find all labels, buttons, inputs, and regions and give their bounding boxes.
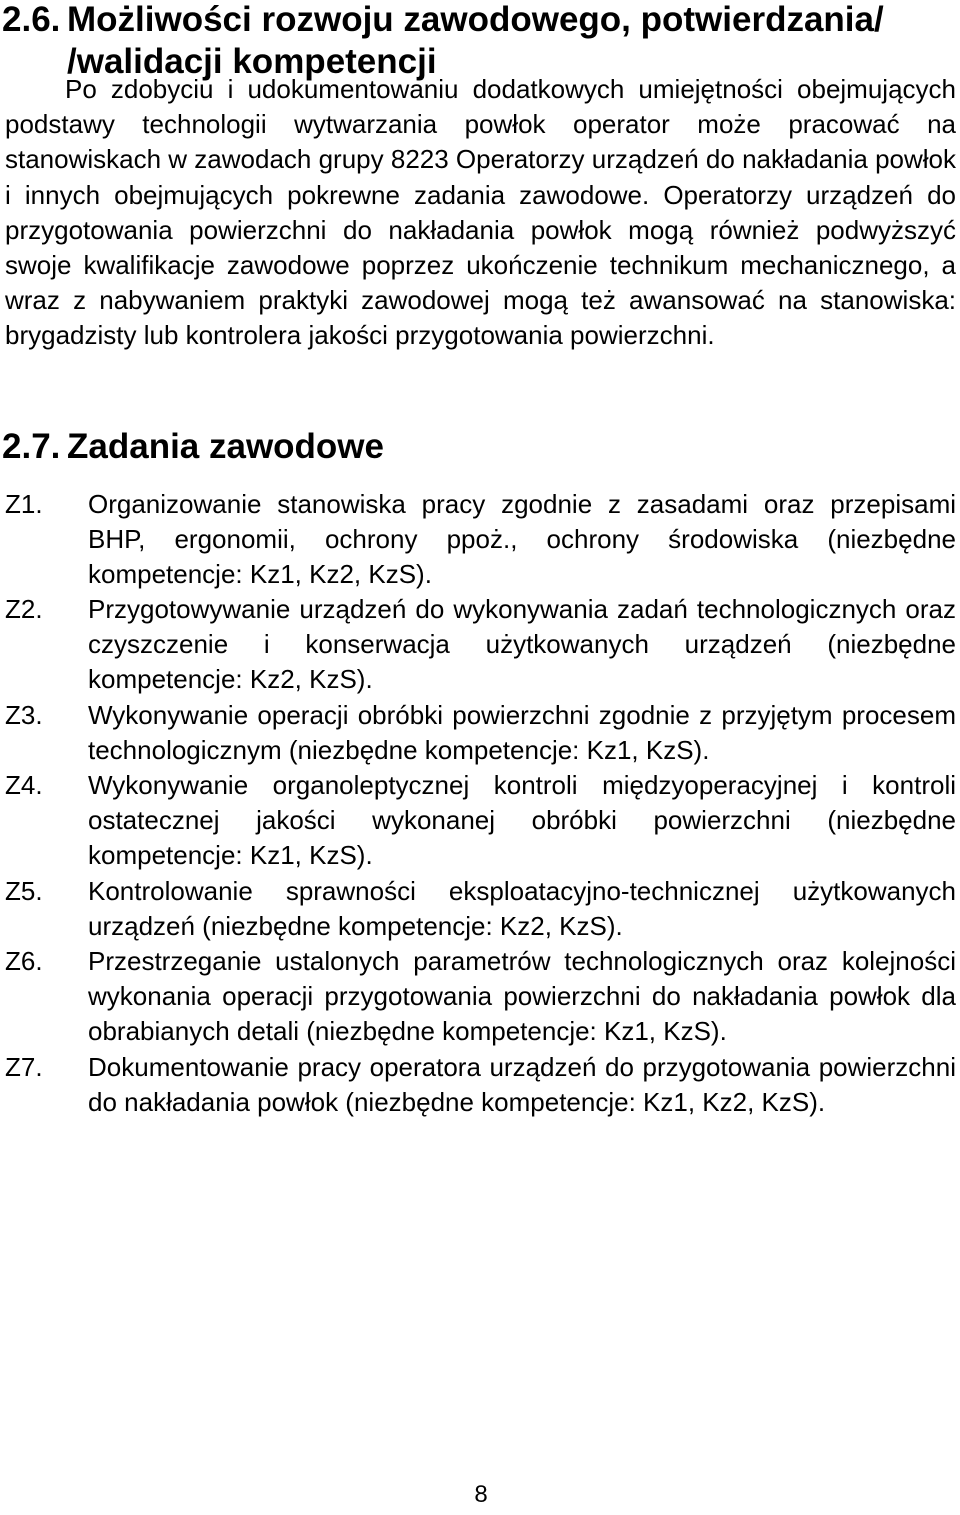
list-item — [5, 768, 956, 872]
task-text: Kontrolowanie sprawności eksploatacyjno-technicznej użytkowanych urządzeń (niezbędne kompetencje: Kz2, KzS). — [88, 875, 956, 941]
list-item — [5, 592, 956, 696]
section-title: Zadania zawodowe — [67, 427, 384, 466]
intro-section — [5, 72, 956, 354]
task-code: Z3. — [5, 699, 43, 730]
task-code: Z7. — [5, 1051, 43, 1082]
task-code: Z6. — [5, 946, 43, 977]
section-number: 2.6. — [2, 0, 61, 39]
task-code: Z4. — [5, 770, 43, 801]
list-item — [5, 944, 956, 1048]
list-item — [5, 487, 956, 591]
list-item — [5, 1050, 956, 1120]
section-number: 2.7. — [2, 427, 61, 466]
task-list — [5, 487, 956, 1120]
list-item — [5, 874, 956, 944]
task-text: Przestrzeganie ustalonych parametrów technologicznych oraz kolejności wykonania operacji przygotowania powierzchni do nakładania powłok dla obrabianych detali (niezbędne kompetencje: Kz1, KzS). — [88, 946, 956, 1046]
task-text: Wykonywanie operacji obróbki powierzchni zgodnie z przyjętym procesem technologicznym (niezbędne kompetencje: Kz1, KzS). — [88, 699, 956, 765]
list-item — [5, 698, 956, 768]
section-title-line-2: /walidacji kompetencji — [67, 42, 437, 81]
task-code: Z5. — [5, 875, 43, 906]
section-title-line-1: Możliwości rozwoju zawodowego, potwierdzania/ — [67, 0, 884, 39]
task-text: Organizowanie stanowiska pracy zgodnie z zasadami oraz przepisami BHP, ergonomii, ochrony ppoż., ochrony środowiska (niezbędne kompetencje: Kz1, Kz2, KzS). — [88, 489, 956, 589]
task-code: Z1. — [5, 489, 43, 519]
task-text: Wykonywanie organoleptycznej kontroli międzyoperacyjnej i kontroli ostatecznej jakości wykonanej obróbki powierzchni (niezbędne kompetencje: Kz1, KzS). — [88, 770, 956, 870]
section-heading-2-7 — [2, 427, 952, 467]
page-number: 8 — [474, 1481, 488, 1508]
intro-paragraph: Po zdobyciu i udokumentowaniu dodatkowych umiejętności obejmujących podstawy technologii wytwarzania powłok operator może pracować na stanowiskach w zawodach grupy 8223 Operatorzy urządzeń do nakładania powłok i innych obejmujących pokrewne zadania zawodowe. Operatorzy urządzeń do przygotowania powierzchni do nakładania powłok mogą również podwyższyć swoje kwalifikacje zawodowe poprzez ukończenie technikum mechanicznego, a wraz z nabywaniem praktyki zawodowej mogą też awansować na stanowiska: brygadzisty lub kontrolera jakości przygotowania powierzchni. — [5, 74, 957, 351]
task-text: Przygotowywanie urządzeń do wykonywania zadań technologicznych oraz czyszczenie i konserwacja użytkowanych urządzeń (niezbędne kompetencje: Kz2, KzS). — [88, 594, 956, 694]
task-text: Dokumentowanie pracy operatora urządzeń do przygotowania powierzchni do nakładania powłok (niezbędne kompetencje: Kz1, Kz2, KzS). — [88, 1051, 956, 1117]
task-code: Z2. — [5, 594, 43, 625]
